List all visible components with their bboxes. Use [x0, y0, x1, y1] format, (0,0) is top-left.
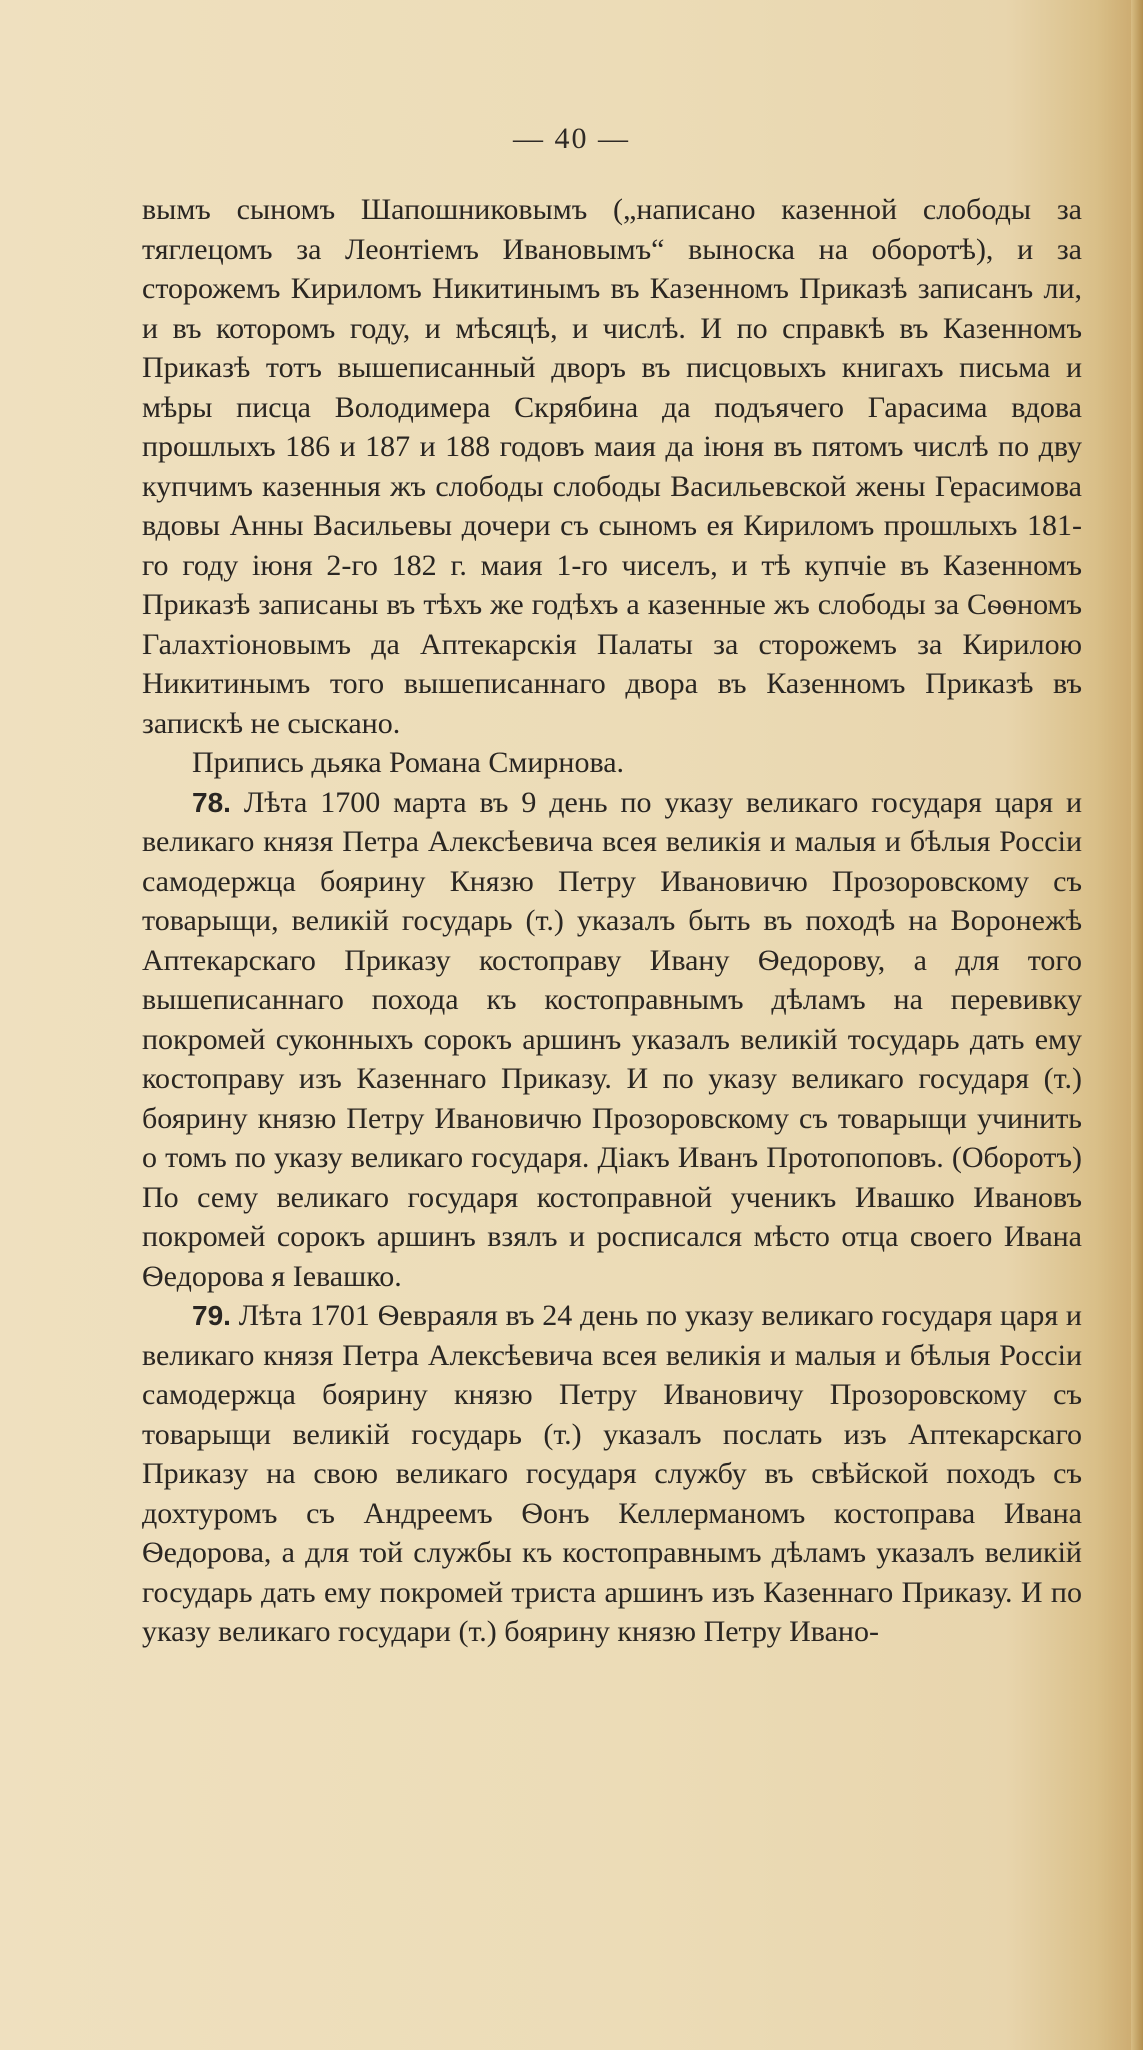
page-number: — 40 —: [513, 122, 630, 155]
paragraph-signature: [142, 743, 1082, 783]
paragraph-text: Припись дьяка Романа Смирнова.: [192, 746, 625, 779]
paragraph-text: Лѣта 1700 марта въ 9 день по указу великаго государя царя и великаго князя Петра Алексѣевича всея великія и малыя и бѣлыя Россіи самодержца боярину Князю Петру Ивановичю Прозоровскому съ товарыщи, великій государь (т.) указалъ быть въ походѣ на Воронежѣ Аптекарскаго Приказу костоправу Ивану Ѳедорову, а для того вышеписаннаго похода къ костоправнымъ дѣламъ на перевивку покромей суконныхъ сорокъ аршинъ указалъ великій тосударь дать ему костоправу изъ Казеннаго Приказу. И по указу великаго государя (т.) боярину князю Петру Ивановичю Прозоровскому съ товарыщи учинить о томъ по указу великаго государя. Діакъ Иванъ Протопоповъ. (Оборотъ) По сему великаго государя костоправной ученикъ Ивашко Ивановъ покромей сорокъ аршинъ взялъ и росписался мѣсто отца своего Ивана Ѳедорова я Іевашко.: [142, 785, 1083, 1293]
paragraph-entry-79: [142, 1296, 1082, 1652]
page-edge: [1131, 0, 1143, 2050]
entry-number: 78.: [192, 786, 231, 818]
paragraph-text: вымъ сыномъ Шапошниковымъ („написано казенной слободы за тяглецомъ за Леонтіемъ Ивановымъ“ выноска на оборотѣ), и за сторожемъ Кириломъ Никитинымъ въ Казенномъ Приказѣ записанъ ли, и въ которомъ году, и мѣсяцѣ, и числѣ. И по справкѣ въ Казенномъ Приказѣ тотъ вышеписанный дворъ въ писцовыхъ книгахъ письма и мѣры писца Володимера Скрябина да подъячего Гарасима вдова прошлыхъ 186 и 187 и 188 годовъ маия да іюня въ пятомъ числѣ по дву купчимъ казенныя жъ слободы слободы Васильевской жены Герасимова вдовы Анны Васильевы дочери съ сыномъ ея Кириломъ прошлыхъ 181-го году іюня 2-го 182 г. маия 1-го чиселъ, и тѣ купчіе въ Казенномъ Приказѣ записаны въ тѣхъ же годѣхъ а казенные жъ слободы за Сѳѳномъ Галахтіоновымъ да Аптекарскія Палаты за сторожемъ за Кирилою Никитинымъ того вышеписаннаго двора въ Казенномъ Приказѣ въ запискѣ не сыскано.: [142, 193, 1082, 740]
paragraph-text: Лѣта 1701 Ѳевраяля въ 24 день по указу великаго государя царя и великаго князя Петра Алексѣевича всея великія и малыя и бѣлыя Россіи самодержца боярину князю Петру Ивановичу Прозоровскому съ товарыщи великій государь (т.) указалъ послать изъ Аптекарскаго Приказу на свою великаго государя службу въ свѣйской походъ съ дохтуромъ съ Андреемъ Ѳонъ Келлерманомъ костоправа Ивана Ѳедорова, а для той службы къ костоправнымъ дѣламъ указалъ великій государь дать ему покромей триста аршинъ изъ Казеннаго Приказу. И по указу великаго государи (т.) боярину князю Петру Ивано-: [142, 1299, 1082, 1648]
body-text: [142, 190, 1082, 1652]
paragraph-entry-78: [142, 783, 1082, 1297]
paragraph-continuation: [142, 190, 1082, 743]
entry-number: 79.: [192, 1300, 231, 1331]
